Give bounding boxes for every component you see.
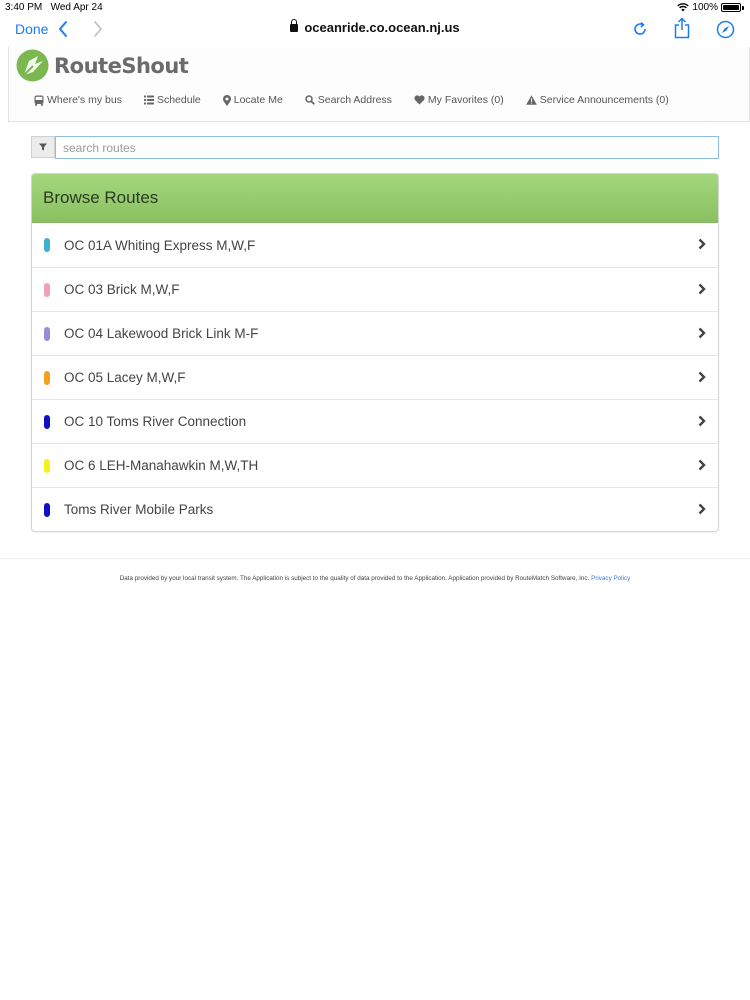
chevron-right-icon [698,283,706,295]
routeshout-logo[interactable] [16,49,188,82]
share-icon[interactable] [673,17,691,39]
route-item[interactable] [32,311,718,355]
bus-icon [34,95,44,106]
route-name: OC 03 Brick M,W,F [64,282,180,297]
filter-button[interactable] [31,136,55,158]
search-routes-input[interactable] [55,136,719,159]
chevron-right-icon [698,238,706,250]
wifi-icon [677,3,689,12]
route-name: OC 04 Lakewood Brick Link M-F [64,326,259,341]
route-item[interactable] [32,355,718,399]
route-color-swatch [44,238,50,252]
menu-label: My Favorites (0) [427,94,504,106]
filter-icon [39,143,47,151]
route-color-swatch [44,327,50,341]
status-time: 3:40 PM Wed Apr 24 [5,2,103,13]
route-item[interactable] [32,223,718,267]
route-color-swatch [44,503,50,517]
menu-label: Locate Me [233,94,283,106]
panel-title: Browse Routes [43,188,159,207]
status-right [677,2,744,13]
battery-percent: 100% [692,2,718,13]
menu-search-address[interactable] [305,94,392,106]
logo-text: RouteShout [54,53,189,78]
menu-label: Schedule [156,94,201,106]
route-name: OC 01A Whiting Express M,W,F [64,237,256,253]
done-button[interactable]: Done [15,21,49,37]
route-item[interactable] [32,443,718,487]
menu-label: Service Announcements (0) [539,94,669,106]
lock-icon [290,24,298,32]
route-name: OC 10 Toms River Connection [64,414,247,429]
menu-schedule[interactable] [144,94,201,106]
route-name: Toms River Mobile Parks [64,502,214,517]
privacy-policy-link[interactable]: Privacy Policy [591,575,631,582]
route-name: OC 05 Lacey M,W,F [64,370,186,385]
browser-toolbar [0,14,750,46]
menu-service-announcements[interactable] [526,94,669,106]
search-icon [305,95,315,105]
reload-icon[interactable] [632,21,648,37]
url-text: oceanride.co.ocean.nj.us [304,20,460,35]
footer [0,558,750,582]
route-color-swatch [44,415,50,429]
compass-icon[interactable] [716,20,735,39]
route-name: OC 6 LEH-Manahawkin M,W,TH [64,458,259,473]
logo-icon [16,49,49,82]
route-color-swatch [44,371,50,385]
menu-label: Search Address [317,94,392,106]
battery-icon [721,3,741,12]
chevron-right-icon [698,415,706,427]
menu-wheres-my-bus[interactable] [34,94,122,106]
chevron-right-icon [698,503,706,515]
browse-routes-panel [31,173,719,532]
route-item[interactable] [32,399,718,443]
menu-locate-me[interactable] [223,94,283,106]
route-item[interactable] [32,487,718,531]
heart-icon [414,95,425,105]
route-color-swatch [44,283,50,297]
footer-text: Data provided by your local transit system. The Application is subject to the quality of data provided to the Application. Application provided by RouteMatch Software, Inc. [119,575,590,582]
route-item[interactable] [32,267,718,311]
status-bar [0,0,750,14]
chevron-right-icon [698,459,706,471]
warning-icon [526,95,537,105]
menu-label: Where's my bus [47,94,122,106]
chevron-right-icon [698,371,706,383]
panel-header [32,174,718,223]
map-pin-icon [223,95,231,106]
route-color-swatch [44,459,50,473]
main-menu [34,94,691,106]
chevron-right-icon [698,327,706,339]
site-header [8,47,750,122]
menu-my-favorites[interactable] [414,94,504,106]
list-icon [144,95,154,105]
route-list [32,223,718,531]
route-search [31,136,719,159]
